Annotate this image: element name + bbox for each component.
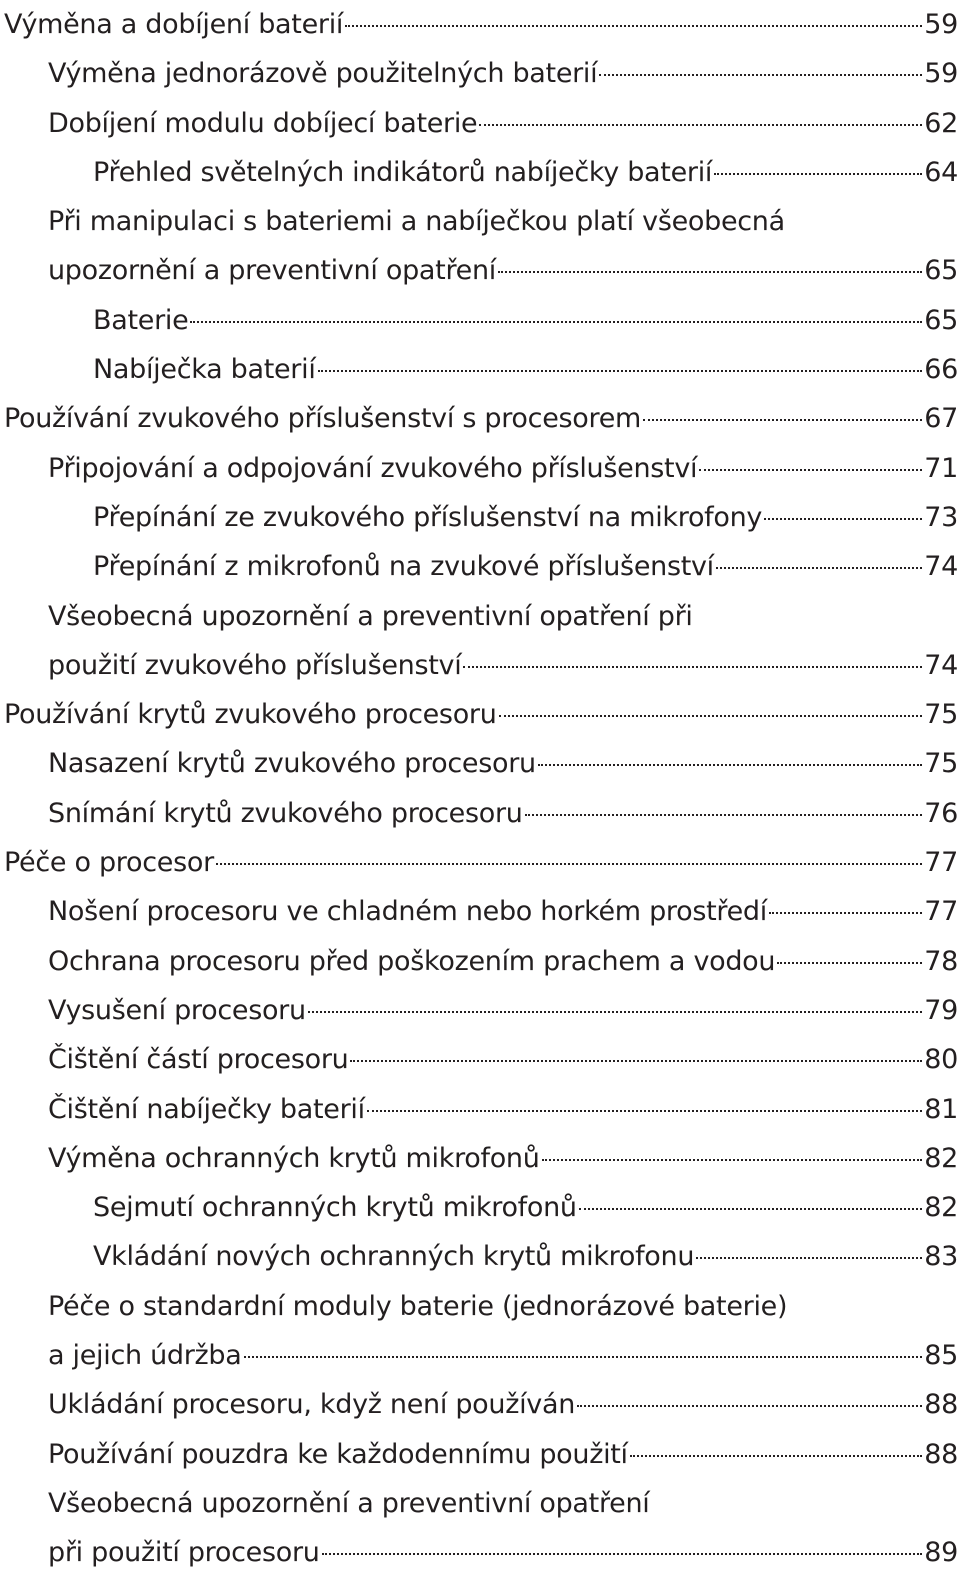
toc-entry-title: upozornění a preventivní opatření — [48, 255, 496, 287]
toc-entry-title: Čištění částí procesoru — [48, 1044, 349, 1076]
toc-page-number: 66 — [924, 354, 958, 386]
toc-page-number: 62 — [924, 107, 958, 139]
toc-entry-row — [93, 1183, 960, 1232]
dot-leader — [190, 321, 922, 323]
toc-entry-row — [48, 1380, 960, 1429]
toc-entry[interactable] — [0, 739, 960, 788]
toc-entry[interactable] — [0, 789, 960, 838]
toc-entry[interactable] — [0, 148, 960, 197]
toc-entry-row — [48, 641, 960, 690]
toc-entry-title-line: Při manipulaci s bateriemi a nabíječkou platí všeobecná — [48, 206, 785, 238]
toc-page-number: 89 — [924, 1537, 958, 1569]
toc-page-number: 83 — [924, 1241, 958, 1273]
toc-entry[interactable] — [0, 937, 960, 986]
toc-entry-title: Ukládání procesoru, když není používán — [48, 1389, 576, 1421]
toc-page-number: 73 — [924, 501, 958, 533]
dot-leader — [764, 518, 922, 520]
toc-entry-row — [48, 99, 960, 148]
toc-entry-row — [4, 0, 960, 49]
toc-entry-row — [48, 444, 960, 493]
dot-leader — [542, 1159, 923, 1161]
toc-entry[interactable] — [0, 0, 960, 49]
toc-entry-title: Vysušení procesoru — [48, 994, 306, 1026]
toc-entry[interactable] — [0, 296, 960, 345]
toc-page-number: 65 — [924, 304, 958, 336]
toc-page-number: 82 — [924, 1142, 958, 1174]
dot-leader — [244, 1356, 923, 1358]
dot-leader — [769, 912, 922, 914]
toc-entry-title: při použití procesoru — [48, 1537, 320, 1569]
toc-entry-title-line: Všeobecná upozornění a preventivní opatření při — [48, 600, 693, 632]
toc-entry-title: Přepínání ze zvukového příslušenství na mikrofony — [93, 501, 763, 533]
toc-entry-title: Snímání krytů zvukového procesoru — [48, 797, 523, 829]
dot-leader — [699, 469, 922, 471]
toc-entry[interactable] — [0, 49, 960, 98]
dot-leader — [577, 1405, 922, 1407]
toc-entry[interactable] — [0, 1430, 960, 1479]
toc-entry-row — [93, 148, 960, 197]
toc-entry-row — [93, 493, 960, 542]
dot-leader — [579, 1208, 923, 1210]
toc-entry-title: Používání zvukového příslušenství s procesorem — [4, 403, 642, 435]
dot-leader — [322, 1553, 923, 1555]
toc-page-number: 77 — [924, 896, 958, 928]
toc-entry-title: Ochrana procesoru před poškozením prachem a vodou — [48, 945, 776, 977]
toc-page-number: 75 — [924, 748, 958, 780]
toc-entry-row — [48, 1085, 960, 1134]
toc-entry[interactable] — [0, 1035, 960, 1084]
toc-entry-title: Baterie — [93, 304, 189, 336]
toc-entry[interactable] — [0, 986, 960, 1035]
toc-entry-row — [48, 1134, 960, 1183]
toc-entry-title: Výměna a dobíjení baterií — [4, 9, 344, 40]
toc-entry-title: Připojování a odpojování zvukového příslušenství — [48, 452, 698, 484]
toc-entry-title: Výměna ochranných krytů mikrofonů — [48, 1142, 540, 1174]
dot-leader — [498, 271, 922, 273]
toc-page-number: 88 — [924, 1438, 958, 1470]
toc-entry-row — [48, 1430, 960, 1479]
toc-entry-row — [48, 937, 960, 986]
toc-entry[interactable] — [0, 394, 960, 443]
toc-page-number: 85 — [924, 1340, 958, 1372]
toc-entry-title: Používání pouzdra ke každodennímu použití — [48, 1438, 628, 1470]
toc-entry-title: Přehled světelných indikátorů nabíječky baterií — [93, 156, 713, 188]
toc-page-number: 88 — [924, 1389, 958, 1421]
dot-leader — [367, 1110, 922, 1112]
dot-leader — [538, 764, 922, 766]
toc-page-number: 78 — [924, 945, 958, 977]
toc-entry[interactable] — [0, 1479, 960, 1578]
toc-entry[interactable] — [0, 345, 960, 394]
toc-entry-title: a jejich údržba — [48, 1340, 242, 1372]
toc-page-number: 75 — [924, 699, 958, 731]
dot-leader — [463, 666, 922, 668]
toc-entry-row — [93, 1232, 960, 1281]
toc-entry-row — [48, 246, 960, 295]
toc-entry[interactable] — [0, 1232, 960, 1281]
toc-entry-row — [48, 887, 960, 936]
dot-leader — [599, 74, 922, 76]
toc-page-number: 77 — [924, 847, 958, 879]
toc-entry[interactable] — [0, 99, 960, 148]
dot-leader — [716, 567, 922, 569]
toc-page-number: 71 — [924, 452, 958, 484]
dot-leader — [345, 25, 922, 27]
toc-entry[interactable] — [0, 1134, 960, 1183]
toc-entry[interactable] — [0, 1282, 960, 1381]
toc-entry-row — [93, 345, 960, 394]
toc-entry-row — [48, 739, 960, 788]
toc-entry-row — [48, 789, 960, 838]
toc-entry-row — [48, 49, 960, 98]
toc-entry[interactable] — [0, 197, 960, 296]
toc-entry-title: Čištění nabíječky baterií — [48, 1093, 365, 1125]
toc-entry-title-line: Péče o standardní moduly baterie (jednorázové baterie) — [48, 1290, 788, 1322]
toc-page-number: 81 — [924, 1093, 958, 1125]
toc-entry-title: Nošení procesoru ve chladném nebo horkém prostředí — [48, 896, 767, 928]
toc-page-number: 76 — [924, 797, 958, 829]
toc-entry-row — [48, 1331, 960, 1380]
dot-leader — [318, 370, 923, 372]
toc-page-number: 64 — [924, 156, 958, 188]
toc-entry-title: Vkládání nových ochranných krytů mikrofonu — [93, 1241, 695, 1273]
toc-page-number: 80 — [924, 1044, 958, 1076]
dot-leader — [643, 419, 922, 421]
toc-entry-title: Používání krytů zvukového procesoru — [4, 699, 497, 731]
toc-entry-row — [4, 394, 960, 443]
toc-entry[interactable] — [0, 592, 960, 691]
toc-entry-title: Dobíjení modulu dobíjecí baterie — [48, 107, 478, 139]
toc-entry-title: Sejmutí ochranných krytů mikrofonů — [93, 1192, 577, 1224]
dot-leader — [777, 962, 922, 964]
toc-page-number: 82 — [924, 1192, 958, 1224]
toc-page-number: 74 — [924, 649, 958, 681]
toc-entry-title: Výměna jednorázově použitelných baterií — [48, 58, 598, 90]
toc-entry[interactable] — [0, 887, 960, 936]
toc-page-number: 67 — [924, 403, 958, 435]
dot-leader — [525, 814, 923, 816]
toc-entry-title: použití zvukového příslušenství — [48, 649, 462, 681]
toc-entry-row — [48, 1528, 960, 1577]
toc-entry[interactable] — [0, 1183, 960, 1232]
toc-entry[interactable] — [0, 1380, 960, 1429]
toc-page-number: 59 — [924, 58, 958, 90]
toc-entry-row — [93, 296, 960, 345]
toc-entry-row — [48, 1035, 960, 1084]
toc-entry[interactable] — [0, 493, 960, 542]
dot-leader — [308, 1011, 922, 1013]
dot-leader — [499, 715, 923, 717]
dot-leader — [350, 1060, 922, 1062]
toc-entry-row — [4, 838, 960, 887]
toc-page-number: 74 — [924, 551, 958, 583]
toc-entry-title: Přepínání z mikrofonů na zvukové příslušenství — [93, 551, 714, 583]
dot-leader — [696, 1257, 922, 1259]
toc-entry-title: Nabíječka baterií — [93, 354, 316, 386]
toc-entry-title: Nasazení krytů zvukového procesoru — [48, 748, 536, 780]
dot-leader — [714, 173, 922, 175]
toc-entry-row — [4, 690, 960, 739]
toc-entry[interactable] — [0, 838, 960, 887]
dot-leader — [630, 1455, 922, 1457]
toc-page-number: 79 — [924, 994, 958, 1026]
toc-entry-title-line: Všeobecná upozornění a preventivní opatření — [48, 1487, 650, 1519]
toc-entry[interactable] — [0, 690, 960, 739]
toc-page-number: 59 — [924, 9, 958, 40]
toc-entry-row — [93, 542, 960, 591]
toc-entry[interactable] — [0, 542, 960, 591]
toc-entry[interactable] — [0, 1085, 960, 1134]
toc-entry-title: Péče o procesor — [4, 847, 214, 879]
toc-entry-row — [48, 986, 960, 1035]
toc-entry[interactable] — [0, 444, 960, 493]
dot-leader — [479, 124, 922, 126]
toc-page-number: 65 — [924, 255, 958, 287]
dot-leader — [216, 863, 922, 865]
